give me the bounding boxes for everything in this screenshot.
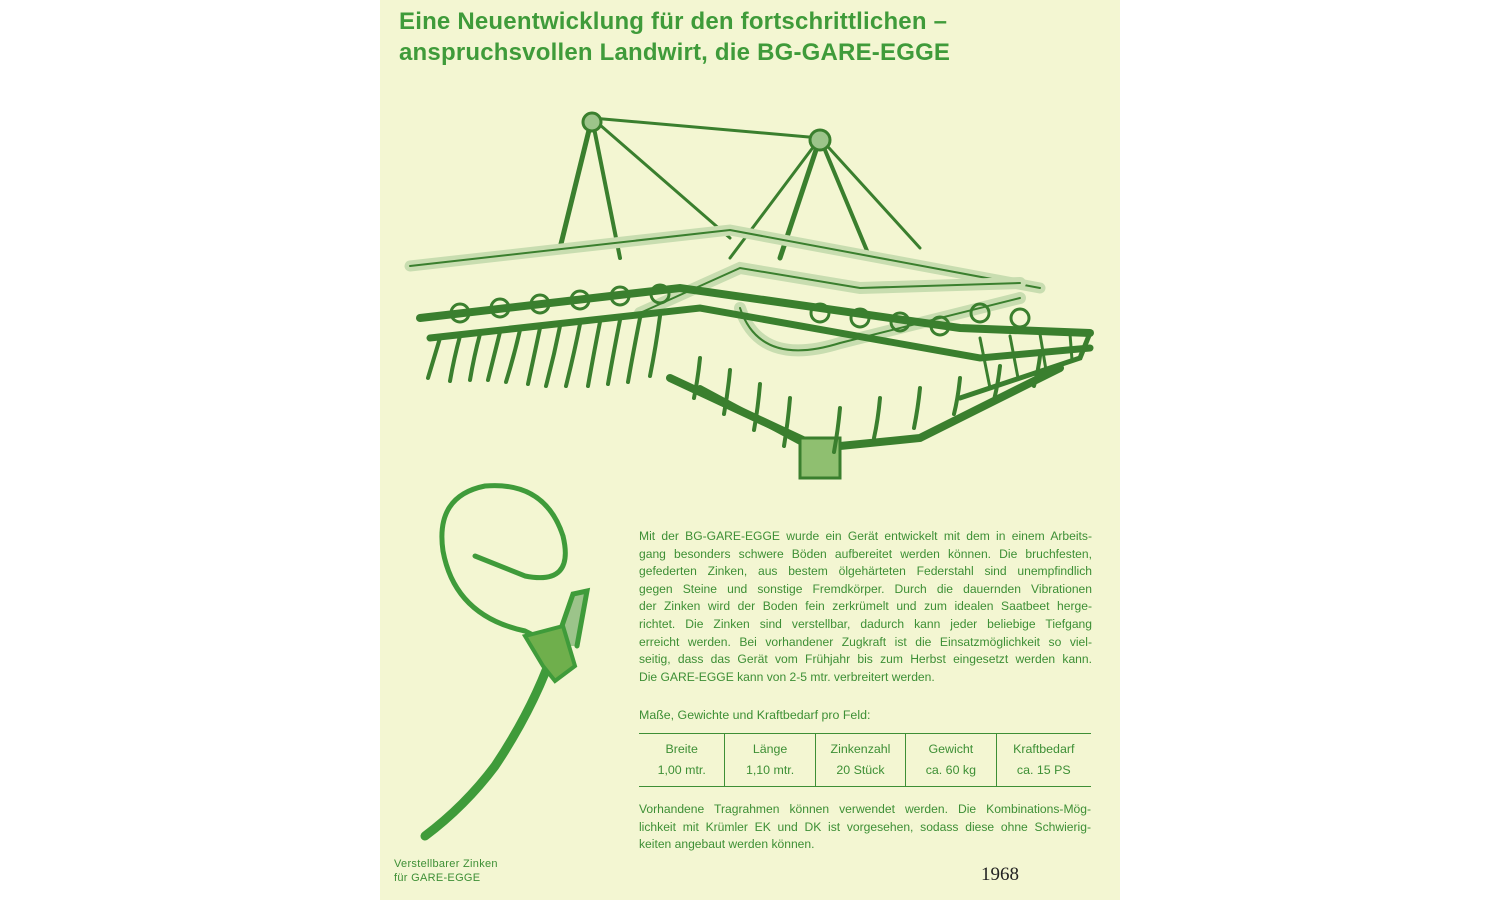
- description-line: seitig, dass das Gerät vom Frühjahr bis zum Herbst eingesetzt werden kann.: [639, 652, 1092, 667]
- spec-value: ca. 15 PS: [1016, 763, 1071, 777]
- spec-cell-laenge: [725, 734, 815, 787]
- specs-table: [639, 733, 1091, 787]
- description-line: gefederten Zinken, aus bestem ölgehärteten Federstahl sind unempfindlich: [639, 564, 1092, 579]
- title-line-2: anspruchsvollen Landwirt, die BG-GARE-EGGE: [399, 39, 951, 66]
- description-line: Mit der BG-GARE-EGGE wurde ein Gerät entwickelt mit dem in einem Arbeits-: [639, 529, 1092, 543]
- spec-value: ca. 60 kg: [925, 763, 976, 777]
- spec-value: 1,00 mtr.: [657, 763, 706, 777]
- spec-header: Breite: [665, 742, 698, 756]
- spring-tine-illustration: [405, 476, 605, 846]
- description-line: gang besonders schwere Böden aufbereitet werden können. Die bruchfesten,: [639, 546, 1092, 561]
- description-line: der Zinken wird der Boden fein zerkrümelt und zum idealen Saatbeet herge-: [639, 599, 1092, 614]
- harrow-machine-illustration: [400, 108, 1100, 508]
- description-line: richtet. Die Zinken sind verstellbar, dadurch kann jeder beliebige Tiefgang: [639, 616, 1092, 631]
- spec-header: Kraftbedarf: [1013, 742, 1075, 756]
- spec-cell-kraftbedarf: [996, 734, 1091, 787]
- spec-header: Länge: [752, 742, 788, 756]
- page-title: [399, 6, 1099, 68]
- caption-line-2: für GARE-EGGE: [394, 872, 481, 884]
- spec-value: 20 Stück: [836, 763, 885, 777]
- spec-header: Gewicht: [928, 742, 974, 756]
- footer-paragraph: [639, 801, 1091, 854]
- title-line-1: Eine Neuentwicklung für den fortschrittlichen –: [399, 8, 948, 35]
- description-line: gegen Steine und sonstige Fremdkörper. Durch die dauernden Vibrationen: [639, 581, 1092, 596]
- spec-cell-zinkenzahl: [815, 734, 905, 787]
- footer-line: lichkeit mit Krümler EK und DK ist vorgesehen, sodass diese ohne Schwierig-: [639, 819, 1091, 834]
- spec-header: Zinkenzahl: [830, 742, 891, 756]
- spec-cell-gewicht: [906, 734, 996, 787]
- caption-line-1: Verstellbarer Zinken: [394, 858, 498, 870]
- footer-line: Vorhandene Tragrahmen können verwendet werden. Die Kombinations-Mög-: [639, 802, 1091, 816]
- description-line: Die GARE-EGGE kann von 2-5 mtr. verbreitert werden.: [639, 669, 935, 684]
- brochure-page: [380, 0, 1120, 900]
- spec-value: 1,10 mtr.: [745, 763, 795, 777]
- spec-cell-breite: [639, 734, 725, 787]
- year-label: 1968: [981, 864, 1019, 885]
- footer-line: keiten angebaut werden können.: [639, 837, 815, 852]
- description-line: erreicht werden. Bei vorhandener Zugkraft ist die Einsatzmöglichkeit so viel-: [639, 634, 1092, 649]
- specs-row: [639, 734, 1091, 787]
- tine-caption: [394, 857, 498, 885]
- description-paragraph: [639, 528, 1092, 686]
- specs-label: Maße, Gewichte und Kraftbedarf pro Feld:: [639, 708, 871, 722]
